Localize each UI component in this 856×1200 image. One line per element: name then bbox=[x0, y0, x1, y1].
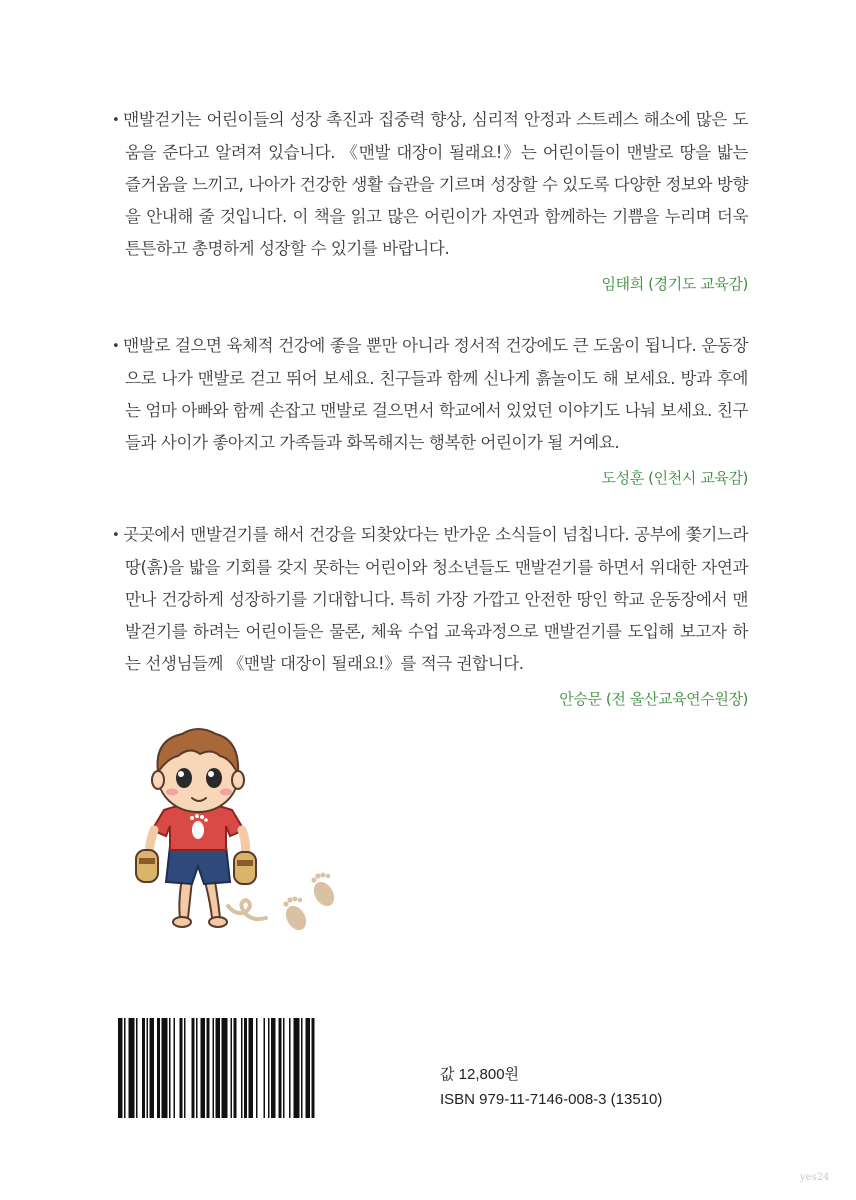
barcode-bar bbox=[129, 1018, 135, 1118]
barcode-bar bbox=[207, 1018, 210, 1118]
barcode-bar bbox=[157, 1018, 160, 1118]
barcode-bar bbox=[222, 1018, 228, 1118]
barcode-bar bbox=[268, 1018, 270, 1118]
barcode-bar bbox=[234, 1018, 237, 1118]
barcode-bar bbox=[249, 1018, 254, 1118]
barcode-bar bbox=[306, 1018, 311, 1118]
barcode-bar bbox=[180, 1018, 183, 1118]
barcode-bar bbox=[271, 1018, 276, 1118]
blurb-1-body: 맨발걷기는 어린이들의 성장 촉진과 집중력 향상, 심리적 안정과 스트레스 해소에 많은 도움을 준다고 알려져 있습니다. 《맨발 대장이 될래요!》는 어린이들이 맨발로 땅을 밟는 즐거움을 느끼고, 나아가 건강한 생활 습관을 기르며 성장할 수 있도록 다양한 정보와 방향을 안내해 줄 것입니다. 이 책을 읽고 많은 어린이가 자연과 함께하는 기쁨을 누리며 더욱 튼튼하고 총명하게 성장할 수 있기를 바랍니다. bbox=[123, 110, 748, 258]
barcode-bar bbox=[301, 1018, 303, 1118]
blurb-2-text bbox=[112, 330, 748, 459]
bullet-icon: • bbox=[112, 528, 120, 543]
footprint-icon bbox=[282, 897, 311, 934]
barcode-bar bbox=[150, 1018, 155, 1118]
barcode-bar bbox=[142, 1018, 145, 1118]
barcode-bar bbox=[244, 1018, 247, 1118]
right-sandal-icon bbox=[234, 852, 256, 884]
barcode-bar bbox=[289, 1018, 291, 1118]
barcode-bar bbox=[196, 1018, 198, 1118]
blurb-1-author: 임태희 (경기도 교육감) bbox=[601, 275, 748, 293]
left-sandal-icon bbox=[136, 850, 158, 882]
barcode-bar bbox=[231, 1018, 233, 1118]
barcode-bar bbox=[294, 1018, 300, 1118]
blurb-3-text bbox=[112, 519, 748, 680]
barcode-bar bbox=[264, 1018, 266, 1118]
blurb-3-author: 안승문 (전 울산교육연수원장) bbox=[559, 690, 748, 708]
bullet-icon: • bbox=[112, 339, 120, 354]
barcode-bar bbox=[162, 1018, 168, 1118]
price: 값 12,800원 bbox=[440, 1066, 520, 1083]
barcode-bar bbox=[216, 1018, 221, 1118]
isbn: ISBN 979-11-7146-008-3 (13510) bbox=[440, 1091, 663, 1108]
barcode-bar bbox=[169, 1018, 171, 1118]
blurb-2-body: 맨발로 걸으면 육체적 건강에 좋을 뿐만 아니라 정서적 건강에도 큰 도움이 됩니다. 운동장으로 나가 맨발로 걷고 뛰어 보세요. 친구들과 함께 신나게 흙놀이도 해 보세요. 방과 후에는 엄마 아빠와 함께 손잡고 맨발로 걸으면서 학교에서 있었던 이야기도 나눠 보세요. 친구들과 사이가 좋아지고 가족들과 화목해지는 행복한 어린이가 될 거예요. bbox=[123, 336, 748, 452]
barcode-bar bbox=[136, 1018, 138, 1118]
price-block bbox=[440, 1062, 662, 1112]
squiggle-icon bbox=[228, 900, 266, 919]
blurb-1-text bbox=[112, 104, 748, 265]
barcode-bar bbox=[174, 1018, 176, 1118]
isbn-barcode bbox=[118, 1018, 428, 1118]
blurb-2 bbox=[112, 330, 748, 488]
barcode-bar bbox=[118, 1018, 123, 1118]
barcode-bar bbox=[124, 1018, 126, 1118]
blurb-3 bbox=[112, 519, 748, 709]
barcode-bar bbox=[283, 1018, 285, 1118]
barcode-bar bbox=[279, 1018, 282, 1118]
barcode-bar bbox=[256, 1018, 258, 1118]
barcode-bar bbox=[213, 1018, 215, 1118]
barcode-bar bbox=[312, 1018, 315, 1118]
bullet-icon: • bbox=[112, 113, 120, 128]
barcode-bar bbox=[201, 1018, 206, 1118]
publisher-watermark: yes24 bbox=[800, 1172, 830, 1183]
barcode-bar bbox=[147, 1018, 149, 1118]
blurb-1 bbox=[112, 104, 748, 294]
footprint-icon bbox=[310, 873, 339, 910]
barcode-bar bbox=[184, 1018, 186, 1118]
shorts bbox=[166, 846, 230, 884]
barcode-bar bbox=[241, 1018, 243, 1118]
barefoot-boy-illustration bbox=[120, 718, 370, 948]
barcode-bar bbox=[192, 1018, 195, 1118]
blurb-3-body: 곳곳에서 맨발걷기를 해서 건강을 되찾았다는 반가운 소식들이 넘칩니다. 공부에 쫓기느라 땅(흙)을 밟을 기회를 갖지 못하는 어린이와 청소년들도 맨발걷기를 하면서 위대한 자연과 만나 건강하게 성장하기를 기대합니다. 특히 가장 가깝고 안전한 땅인 학교 운동장에서 맨발걷기를 하려는 어린이들은 물론, 체육 수업 교육과정으로 맨발걷기를 도입해 보고자 하는 선생님들께 《맨발 대장이 될래요!》를 적극 권합니다. bbox=[123, 525, 748, 673]
blurb-2-author: 도성훈 (인천시 교육감) bbox=[601, 469, 748, 487]
